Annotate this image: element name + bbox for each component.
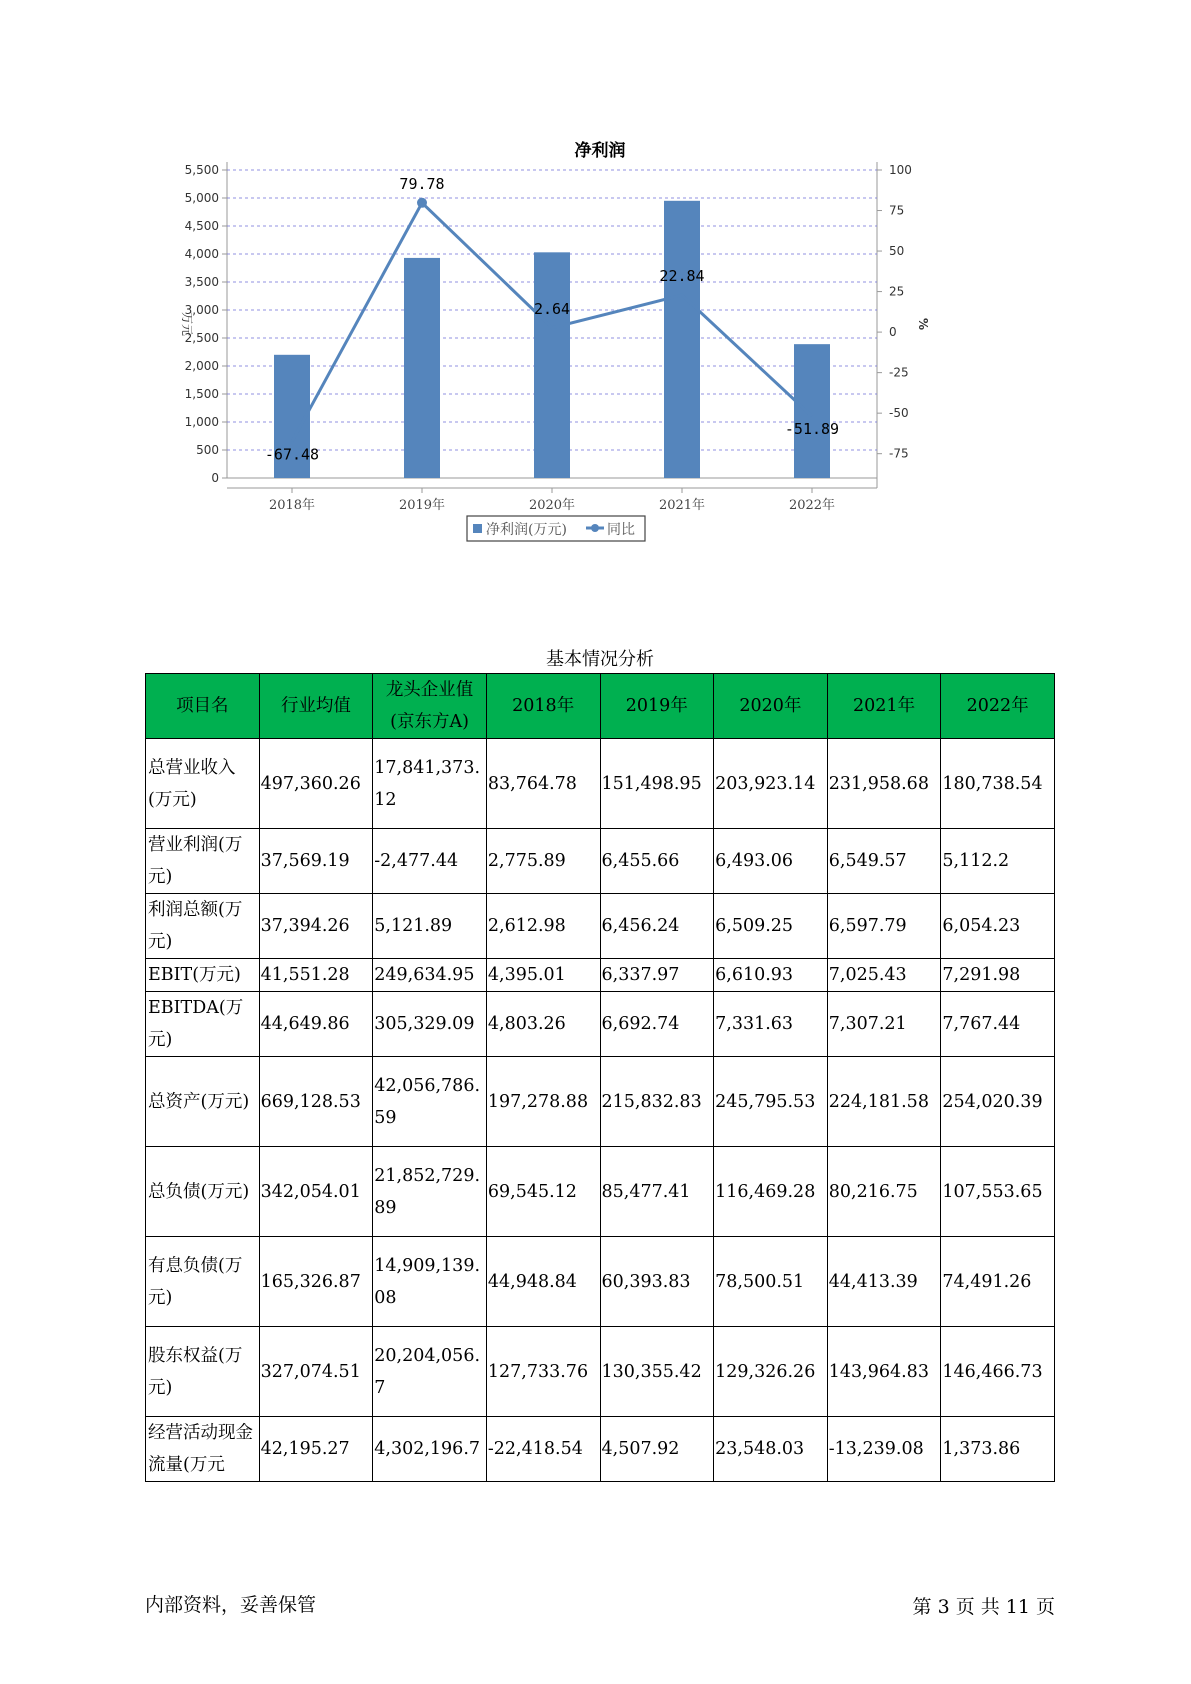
data-label: 79.78 — [399, 174, 445, 193]
table-row — [146, 1417, 1055, 1482]
x-tick-label: 2022年 — [788, 498, 836, 513]
value-cell: 83,764.78 — [486, 739, 600, 829]
data-label: -51.89 — [784, 420, 840, 439]
value-cell: 7,025.43 — [827, 959, 941, 992]
row-label-cell: 总资产(万元) — [146, 1057, 260, 1147]
value-cell: 23,548.03 — [714, 1417, 828, 1482]
row-label-cell: 总负债(万元) — [146, 1147, 260, 1237]
y-tick-label: 0 — [211, 471, 219, 485]
value-cell: 69,545.12 — [486, 1147, 600, 1237]
row-label-cell: 股东权益(万元) — [146, 1327, 260, 1417]
header-cell: 龙头企业值(京东方A) — [373, 674, 487, 739]
header-cell: 2021年 — [827, 674, 941, 739]
data-label: 2.64 — [533, 299, 571, 318]
value-cell: 6,610.93 — [714, 959, 828, 992]
y2-tick-label: 75 — [889, 203, 905, 218]
value-cell: 2,775.89 — [486, 829, 600, 894]
basic-analysis-table — [145, 673, 1055, 1482]
legend-line-label: 同比 — [607, 522, 635, 538]
value-cell: 14,909,139.08 — [373, 1237, 487, 1327]
value-cell: 6,509.25 — [714, 894, 828, 959]
x-tick-label: 2021年 — [658, 498, 706, 513]
value-cell: 107,553.65 — [941, 1147, 1055, 1237]
value-cell: 497,360.26 — [259, 739, 373, 829]
bar-2021年 — [664, 201, 700, 478]
y-axis-label: 万元 — [180, 311, 194, 337]
legend-bar-label: 净利润(万元) — [486, 522, 567, 538]
value-cell: 5,112.2 — [941, 829, 1055, 894]
y2-axis-label: % — [916, 317, 930, 331]
value-cell: 7,331.63 — [714, 992, 828, 1057]
x-tick-label: 2020年 — [528, 498, 576, 513]
y-tick-label: 5,000 — [184, 191, 219, 205]
table-caption: 基本情况分析 — [546, 649, 654, 670]
value-cell: 327,074.51 — [259, 1327, 373, 1417]
x-tick-label: 2018年 — [268, 498, 316, 513]
y-tick-label: 1,000 — [184, 415, 219, 429]
yoy-point-2019 — [417, 198, 427, 208]
row-label-cell: 利润总额(万元) — [146, 894, 260, 959]
value-cell: 41,551.28 — [259, 959, 373, 992]
value-cell: -2,477.44 — [373, 829, 487, 894]
header-cell: 2019年 — [600, 674, 714, 739]
y2-tick-label: -25 — [889, 365, 909, 380]
table-row — [146, 992, 1055, 1057]
value-cell: 4,302,196.7 — [373, 1417, 487, 1482]
chart-title: 净利润 — [574, 141, 626, 161]
table-row — [146, 1237, 1055, 1327]
y2-tick-label: 50 — [889, 244, 905, 259]
y-tick-label: 3,500 — [184, 275, 219, 289]
value-cell: 44,413.39 — [827, 1237, 941, 1327]
value-cell: 116,469.28 — [714, 1147, 828, 1237]
data-label: -67.48 — [264, 445, 320, 464]
value-cell: 130,355.42 — [600, 1327, 714, 1417]
row-label-cell: 营业利润(万元) — [146, 829, 260, 894]
value-cell: 6,597.79 — [827, 894, 941, 959]
value-cell: 129,326.26 — [714, 1327, 828, 1417]
header-cell: 行业均值 — [259, 674, 373, 739]
value-cell: 21,852,729.89 — [373, 1147, 487, 1237]
table-row — [146, 739, 1055, 829]
value-cell: 7,291.98 — [941, 959, 1055, 992]
value-cell: -13,239.08 — [827, 1417, 941, 1482]
header-cell: 项目名 — [146, 674, 260, 739]
table-row — [146, 1057, 1055, 1147]
legend-bar-swatch — [473, 524, 482, 533]
plot-area — [180, 162, 930, 541]
value-cell: 85,477.41 — [600, 1147, 714, 1237]
value-cell: 146,466.73 — [941, 1327, 1055, 1417]
value-cell: 4,507.92 — [600, 1417, 714, 1482]
x-tick-label: 2019年 — [398, 498, 446, 513]
table-row — [146, 1147, 1055, 1237]
value-cell: 254,020.39 — [941, 1057, 1055, 1147]
value-cell: 180,738.54 — [941, 739, 1055, 829]
table-row — [146, 894, 1055, 959]
value-cell: 203,923.14 — [714, 739, 828, 829]
value-cell: 143,964.83 — [827, 1327, 941, 1417]
header-cell: 2018年 — [486, 674, 600, 739]
value-cell: 6,054.23 — [941, 894, 1055, 959]
row-label-cell: 有息负债(万元) — [146, 1237, 260, 1327]
value-cell: 6,456.24 — [600, 894, 714, 959]
value-cell: 37,394.26 — [259, 894, 373, 959]
y-tick-label: 4,000 — [184, 247, 219, 261]
table-row — [146, 829, 1055, 894]
row-label-cell: 总营业收入(万元) — [146, 739, 260, 829]
value-cell: 245,795.53 — [714, 1057, 828, 1147]
value-cell: 44,649.86 — [259, 992, 373, 1057]
y2-tick-label: -75 — [889, 446, 909, 461]
table-row — [146, 1327, 1055, 1417]
footer-confidential-note: 内部资料，妥善保管 — [145, 1594, 317, 1616]
y-tick-label: 4,500 — [184, 219, 219, 233]
value-cell: 215,832.83 — [600, 1057, 714, 1147]
value-cell: 4,395.01 — [486, 959, 600, 992]
value-cell: 42,056,786.59 — [373, 1057, 487, 1147]
value-cell: 4,803.26 — [486, 992, 600, 1057]
y-tick-label: 500 — [196, 443, 219, 457]
y-tick-label: 2,000 — [184, 359, 219, 373]
y2-tick-label: -50 — [889, 406, 909, 421]
value-cell: 6,493.06 — [714, 829, 828, 894]
value-cell: 5,121.89 — [373, 894, 487, 959]
value-cell: 7,307.21 — [827, 992, 941, 1057]
footer-page-number: 第 3 页 共 11 页 — [912, 1596, 1055, 1618]
legend-line-marker — [591, 524, 599, 532]
value-cell: 342,054.01 — [259, 1147, 373, 1237]
value-cell: 305,329.09 — [373, 992, 487, 1057]
value-cell: 6,549.57 — [827, 829, 941, 894]
table-header-row — [146, 674, 1055, 739]
y2-tick-label: 100 — [889, 163, 912, 177]
header-cell: 2022年 — [941, 674, 1055, 739]
value-cell: 669,128.53 — [259, 1057, 373, 1147]
value-cell: 231,958.68 — [827, 739, 941, 829]
value-cell: 165,326.87 — [259, 1237, 373, 1327]
y-tick-label: 1,500 — [184, 387, 219, 401]
y2-tick-label: 0 — [889, 325, 897, 340]
value-cell: 197,278.88 — [486, 1057, 600, 1147]
value-cell: 80,216.75 — [827, 1147, 941, 1237]
value-cell: 249,634.95 — [373, 959, 487, 992]
value-cell: 6,337.97 — [600, 959, 714, 992]
value-cell: 1,373.86 — [941, 1417, 1055, 1482]
value-cell: -22,418.54 — [486, 1417, 600, 1482]
data-label: 22.84 — [659, 267, 705, 286]
value-cell: 42,195.27 — [259, 1417, 373, 1482]
bar-2019年 — [404, 258, 440, 478]
value-cell: 60,393.83 — [600, 1237, 714, 1327]
row-label-cell: EBIT(万元) — [146, 959, 260, 992]
value-cell: 6,455.66 — [600, 829, 714, 894]
header-cell: 2020年 — [714, 674, 828, 739]
bar-2022年 — [794, 344, 830, 478]
table-row — [146, 959, 1055, 992]
y2-tick-label: 25 — [889, 284, 905, 299]
value-cell: 37,569.19 — [259, 829, 373, 894]
y-tick-label: 5,500 — [184, 163, 219, 177]
bar-2020年 — [534, 252, 570, 478]
value-cell: 127,733.76 — [486, 1327, 600, 1417]
value-cell: 78,500.51 — [714, 1237, 828, 1327]
value-cell: 224,181.58 — [827, 1057, 941, 1147]
value-cell: 17,841,373.12 — [373, 739, 487, 829]
value-cell: 7,767.44 — [941, 992, 1055, 1057]
y-tick-label: 3,000 — [184, 303, 219, 317]
y-tick-label: 2,500 — [184, 331, 219, 345]
row-label-cell: 经营活动现金流量(万元 — [146, 1417, 260, 1482]
value-cell: 44,948.84 — [486, 1237, 600, 1327]
net-profit-chart — [170, 130, 1050, 600]
value-cell: 2,612.98 — [486, 894, 600, 959]
value-cell: 74,491.26 — [941, 1237, 1055, 1327]
value-cell: 20,204,056.7 — [373, 1327, 487, 1417]
row-label-cell: EBITDA(万元) — [146, 992, 260, 1057]
value-cell: 151,498.95 — [600, 739, 714, 829]
value-cell: 6,692.74 — [600, 992, 714, 1057]
